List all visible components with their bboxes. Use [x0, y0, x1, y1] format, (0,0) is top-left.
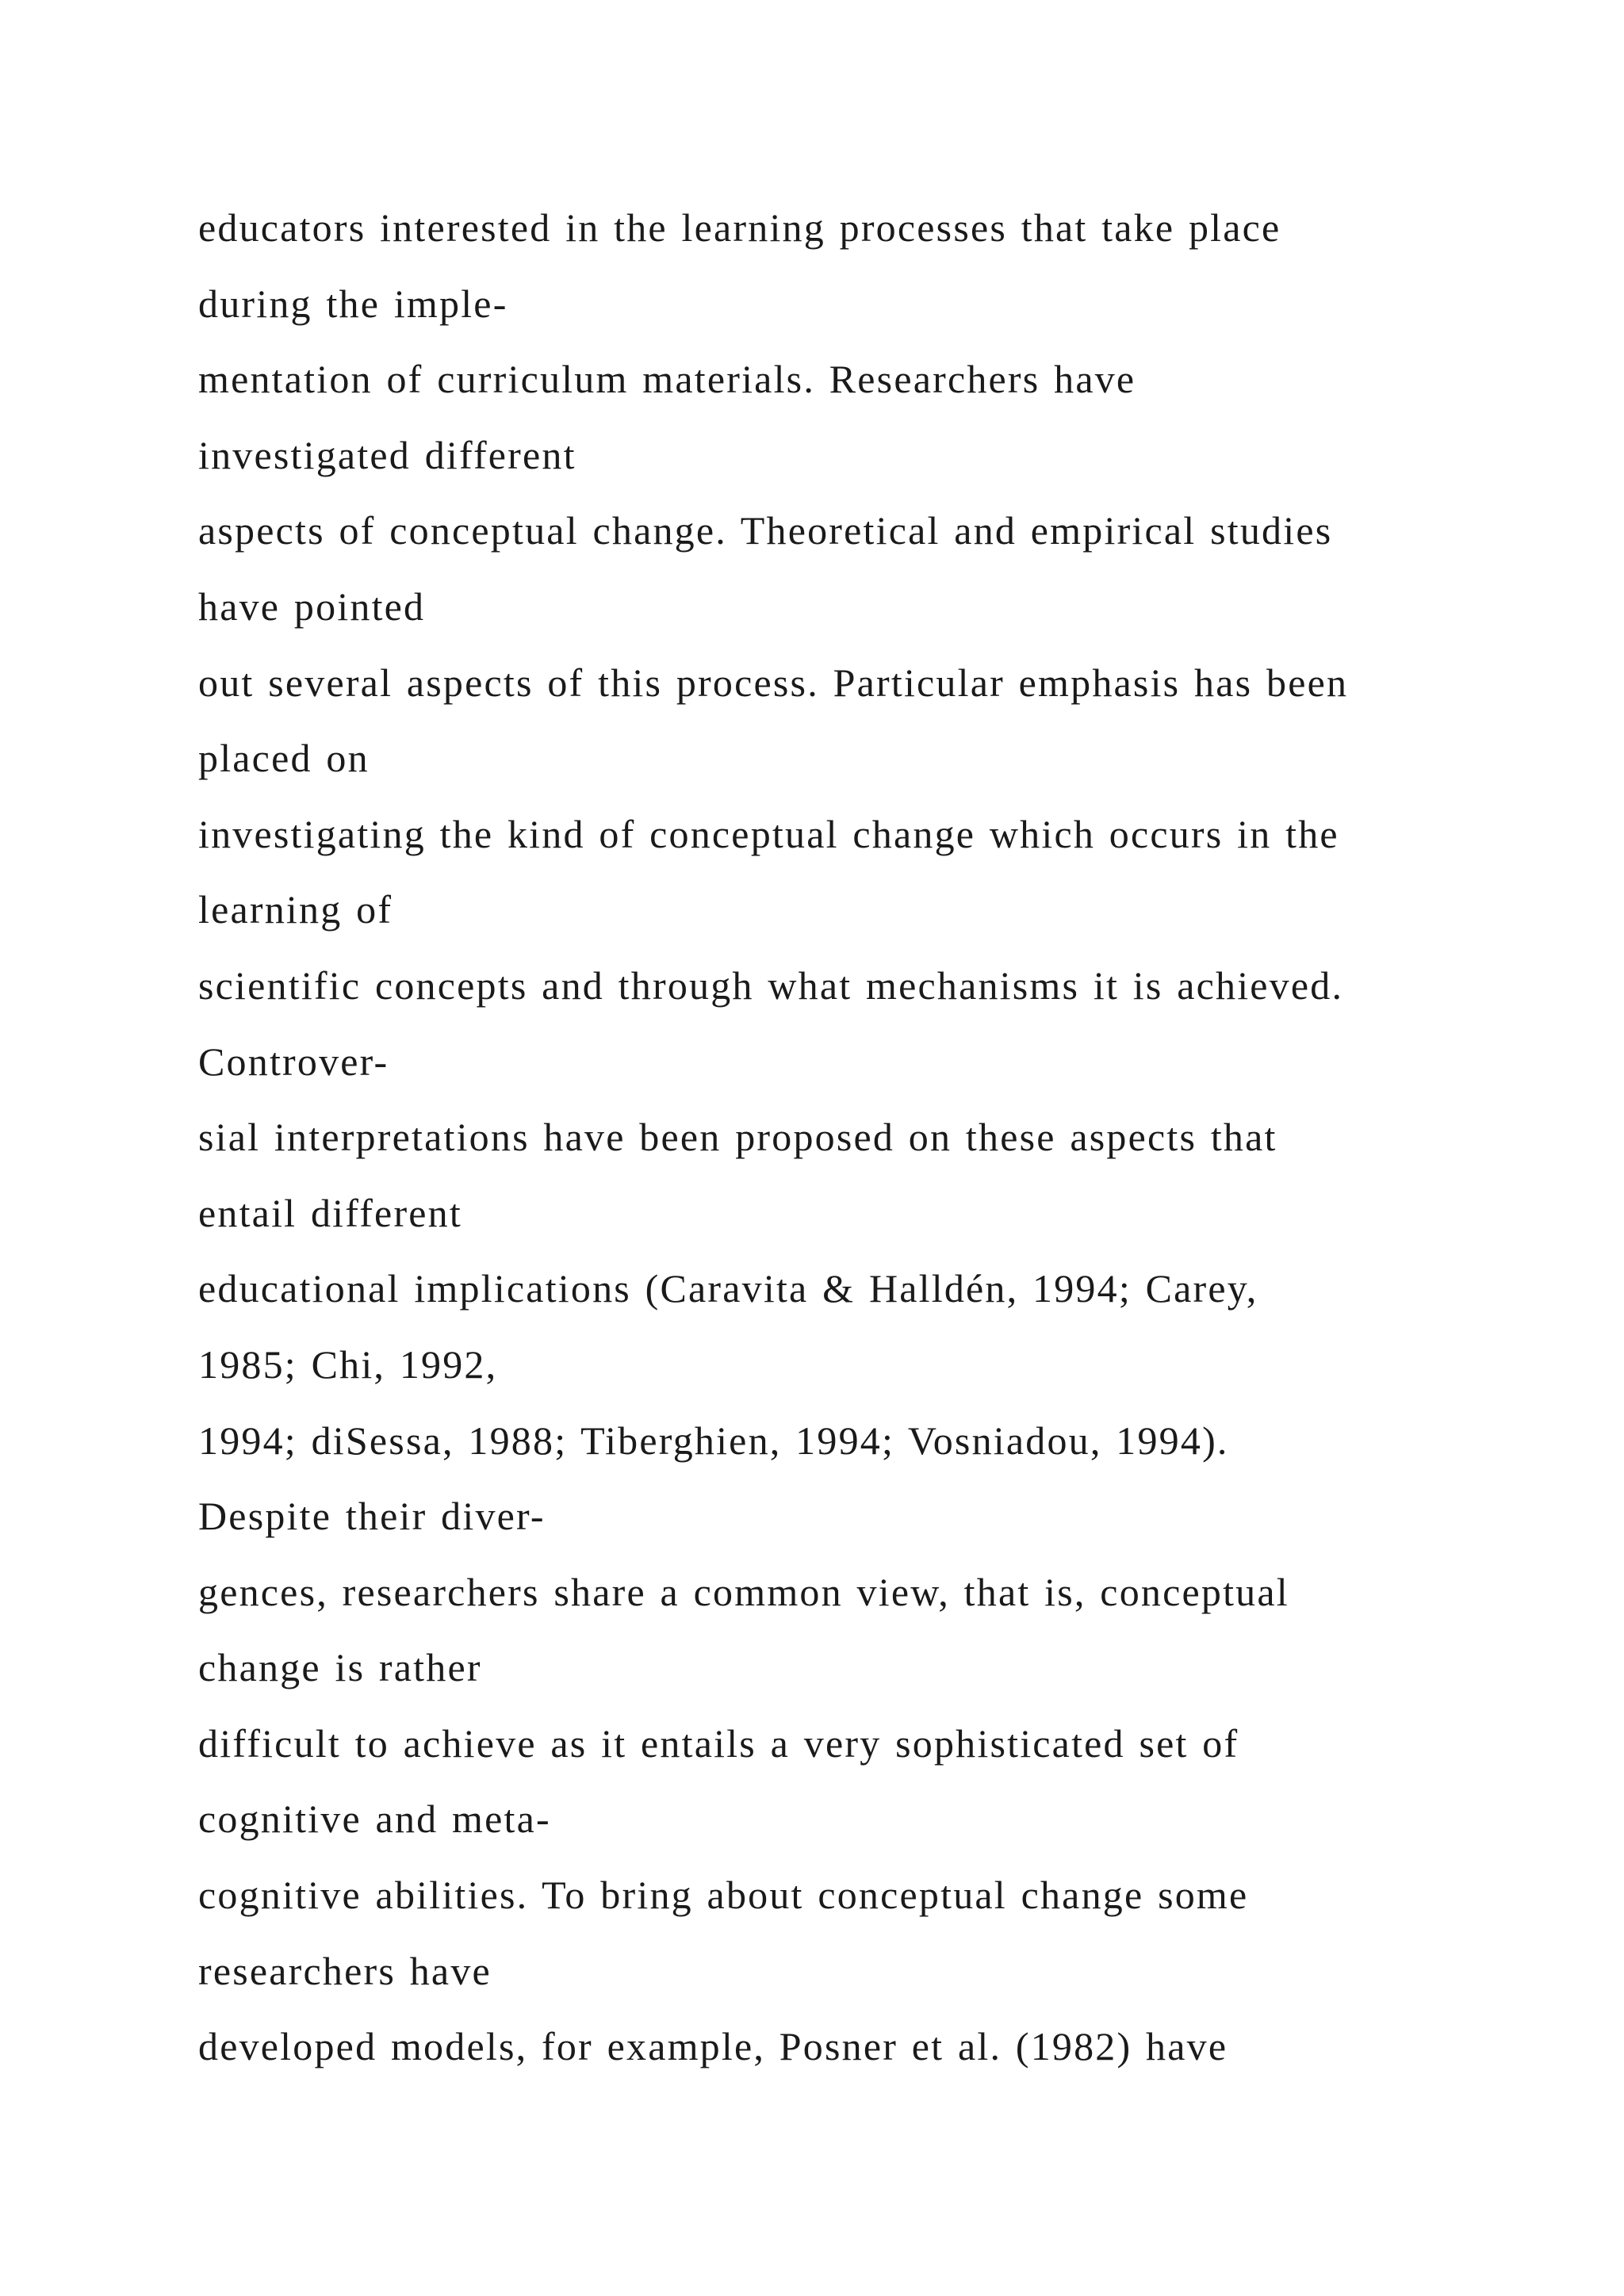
text-line: 1985; Chi, 1992, — [198, 1341, 498, 1387]
text-line: scientific concepts and through what mechanisms it is achieved. — [198, 962, 1344, 1008]
text-line: gences, researchers share a common view, that is, conceptual — [198, 1569, 1289, 1614]
text-line: out several aspects of this process. Particular emphasis has been — [198, 660, 1349, 705]
text-line: sial interpretations have been proposed on these aspects that — [198, 1115, 1277, 1160]
text-line: cognitive abilities. To bring about conceptual change some — [198, 1873, 1249, 1918]
body-text — [198, 190, 1546, 2085]
text-line: during the imple- — [198, 281, 508, 326]
text-line: entail different — [198, 1190, 462, 1235]
text-line: cognitive and meta- — [198, 1797, 551, 1842]
text-line: 1994; diSessa, 1988; Tiberghien, 1994; Vosniadou, 1994). — [198, 1418, 1229, 1463]
text-line: developed models, for example, Posner et al. (1982) have — [198, 2024, 1228, 2069]
text-line: investigating the kind of conceptual change which occurs in the — [198, 811, 1339, 856]
text-line: educators interested in the learning processes that take place — [198, 205, 1281, 250]
text-line: change is rather — [198, 1645, 482, 1690]
text-line: Despite their diver- — [198, 1494, 546, 1539]
text-line: difficult to achieve as it entails a very sophisticated set of — [198, 1720, 1239, 1766]
text-line: have pointed — [198, 584, 426, 629]
text-line: learning of — [198, 887, 393, 932]
text-line: researchers have — [198, 1948, 492, 1993]
text-line: Controver- — [198, 1039, 389, 1084]
text-line: investigated different — [198, 432, 576, 477]
text-line: mentation of curriculum materials. Researchers have — [198, 357, 1136, 402]
text-line: aspects of conceptual change. Theoretical and empirical studies — [198, 508, 1333, 553]
text-line: educational implications (Caravita & Halldén, 1994; Carey, — [198, 1266, 1258, 1311]
text-line: placed on — [198, 736, 370, 781]
